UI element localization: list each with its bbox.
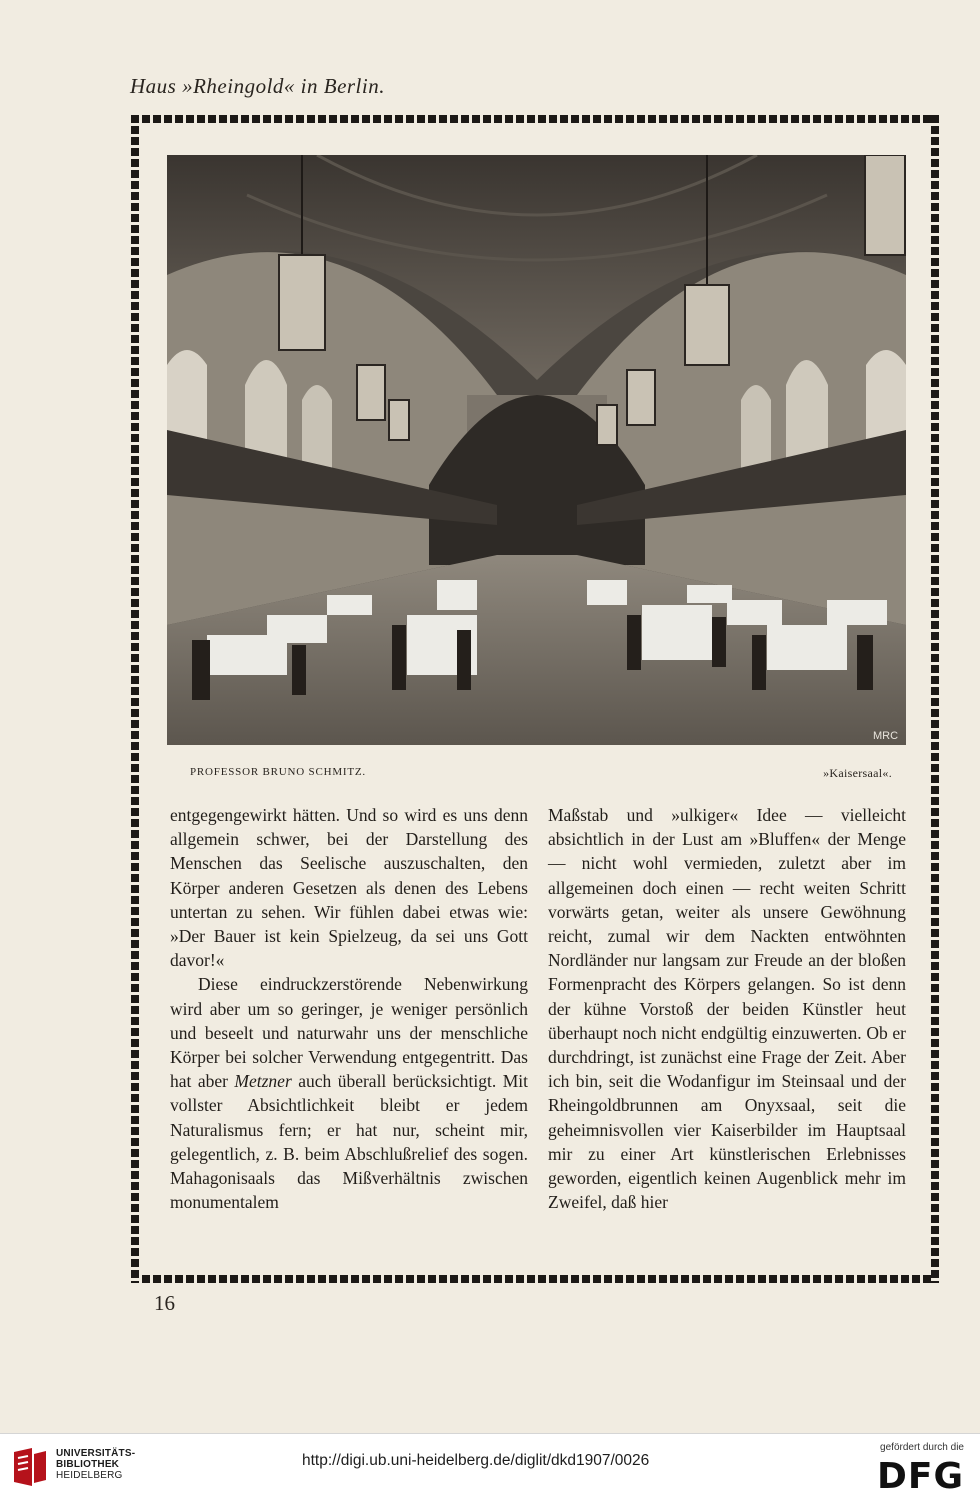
- hall-illustration: [167, 155, 906, 745]
- digitization-footer: [0, 1433, 980, 1504]
- text-column-left: [170, 803, 528, 1214]
- text-column-right: [548, 803, 906, 1214]
- dfg-logo: DFG: [876, 1456, 964, 1497]
- running-head: Haus »Rheingold« in Berlin.: [130, 74, 385, 98]
- frame-top-border: [131, 115, 939, 123]
- artist-name: Metzner: [234, 1071, 292, 1092]
- hall-photograph: [167, 155, 906, 745]
- photo-monogram: MRC: [873, 730, 899, 742]
- library-name-line: UNIVERSITÄTS-: [56, 1448, 136, 1459]
- paragraph-text: Diese eindruckzerstörende Nebenwirkung wird aber um so geringer, je weniger persönlich und beseelt und naturwahr uns der menschliche Körper bei solcher Verwendung entgegentritt. Das hat aber: [170, 974, 528, 1092]
- paragraph: [170, 972, 528, 1214]
- university-library-logo-icon: [10, 1446, 50, 1490]
- paragraph: entgegengewirkt hätten. Und so wird es uns denn allgemein schwer, bei der Darstellung des Menschen das Seelische auszuschalten, den Körper anderen Gesetzen als denen des Lebens untertan zu sehen. Wir fühlen dabei etwas wie: »Der Bauer ist kein Spielzeug, da sei uns Gott davor!«: [170, 805, 528, 971]
- library-name-line: BIBLIOTHEK: [56, 1459, 120, 1470]
- paragraph-text: auch überall berücksichtigt. Mit vollster Absichtlichkeit bleibt er jedem Naturalismus fern; er hat nur, scheint mir, gelegentlich, z. B. beim Abschlußrelief des sogen. Mahagonisaals das Mißverhältnis zwischen monumentalem: [170, 1071, 528, 1213]
- paragraph: Maßstab und »ulkiger« Idee — vielleicht absichtlich in der Lust am »Bluffen« der Menge — nicht wohl vermieden, zuletzt aber im allgemeinen doch einen — recht weiten Schritt vorwärts getan, weiter als unsere Gewöhnung reicht, zumal wir dem Nackten entwöhnten Nordländer nur langsam zur Freude an der bloßen Formenpracht des Körpers gelangen. So ist denn der kühne Vorstoß der beiden Künstler heut überhaupt noch nicht endgültig einzuwerten. Ob er durchdringt, ist zunächst eine Frage der Zeit. Aber ich bin, seit die Wodanfigur im Steinsaal und der Rheingoldbrunnen am Onyxsaal, seit die geheimnisvollen vier Kaiserbilder im Hauptsaal mir zu einer Art künstlerischen Erlebnisses geworden, eigentlich keinen Augenblick mehr im Zweifel, daß hier: [548, 805, 906, 1213]
- frame-right-border: [931, 115, 939, 1283]
- digitization-url-link[interactable]: http://digi.ub.uni-heidelberg.de/diglit/dkd1907/0026: [302, 1452, 650, 1469]
- library-name: [56, 1448, 135, 1481]
- frame-bottom-border: [131, 1275, 939, 1283]
- page-number: 16: [154, 1291, 175, 1315]
- photo-caption-architect: PROFESSOR BRUNO SCHMITZ.: [190, 766, 366, 778]
- photo-caption-title: »Kaisersaal«.: [823, 766, 892, 780]
- library-name-line: HEIDELBERG: [56, 1470, 123, 1481]
- frame-left-border: [131, 115, 139, 1283]
- funded-by-label: gefördert durch die: [880, 1442, 964, 1453]
